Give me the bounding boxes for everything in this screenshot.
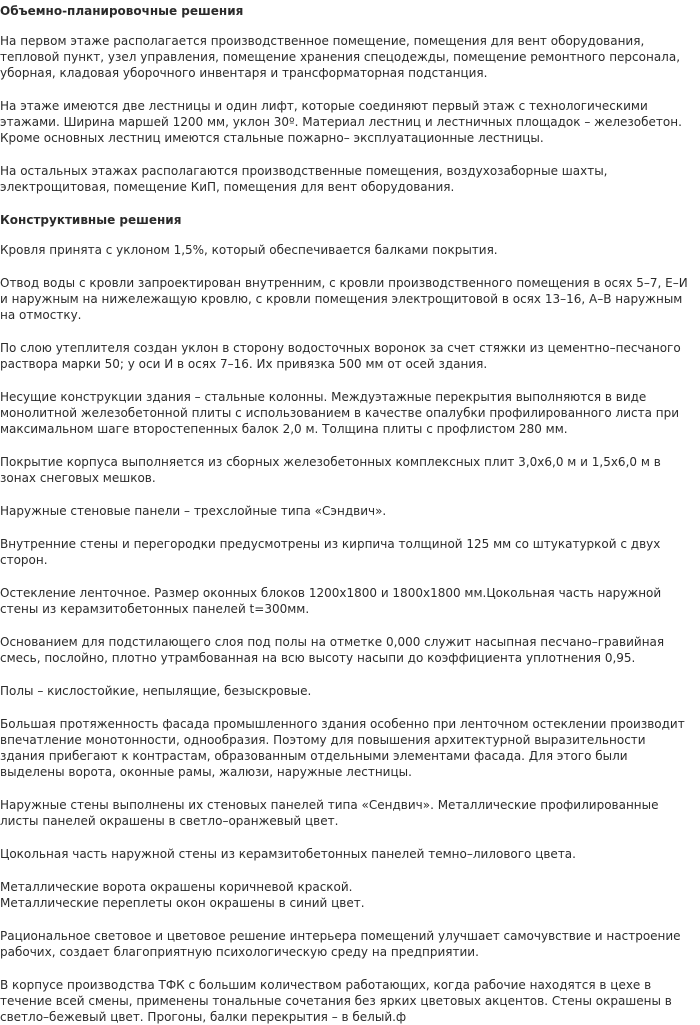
paragraph: Остекление ленточное. Размер оконных блоков 1200х1800 и 1800х1800 мм.Цокольная часть наружной стены из керамзитобетонных панелей t=300мм. (0, 586, 662, 616)
paragraph: На первом этаже располагается производственное помещение, помещения для вент оборудования, тепловой пункт, узел управления, помещение хранения спецодежды, помещение ремонтного персонала, уборная, кладовая уборочного инвентаря и трансформаторная подстанция. (0, 34, 681, 80)
paragraph: В корпусе производства ТФК с большим количеством работающих, когда рабочие находятся в цехе в течение всей смены, применены тональные сочетания без ярких цветовых акцентов. Стены окрашены в светло–бежевый цвет. Прогоны, балки перекрытия – в белый.ф (0, 978, 672, 1024)
paragraph: Наружные стены выполнены их стеновых панелей типа «Сендвич». Металлические профилированные листы панелей окрашены в светло–оранжевый цвет. (0, 798, 659, 828)
paragraph: Полы – кислостойкие, непылящие, безыскровые. (0, 684, 312, 698)
paragraph: По слою утеплителя создан уклон в сторону водосточных воронок за счет стяжки из цементно–песчаного раствора марки 50; у оси И в осях 7–16. Их привязка 500 мм от осей здания. (0, 341, 681, 371)
paragraph-line: Металлические переплеты окон окрашены в синий цвет. (0, 896, 365, 910)
paragraph: Внутренние стены и перегородки предусмотрены из кирпича толщиной 125 мм со штукатуркой с двух сторон. (0, 537, 661, 567)
paragraph-line: Металлические ворота окрашены коричневой краской. (0, 880, 353, 894)
paragraph: Кровля принята с уклоном 1,5%, который обеспечивается балками покрытия. (0, 243, 498, 257)
paragraph: Несущие конструкции здания – стальные колонны. Междуэтажные перекрытия выполняются в виде монолитной железобетонной плиты с использованием в качестве опалубки профилированного листа при максимальном шаге второстепенных балок 2,0 м. Толщина плиты с профлистом 280 мм. (0, 390, 680, 436)
paragraph: Рациональное световое и цветовое решение интерьера помещений улучшает самочувствие и настроение рабочих, создает благоприятную психологическую среду на предприятии. (0, 929, 681, 959)
paragraph: Основанием для подстилающего слоя под полы на отметке 0,000 служит насыпная песчано–гравийная смесь, послойно, плотно утрамбованная на всю высоту насыпи до коэффициента уплотнения 0,95. (0, 635, 665, 665)
paragraph: Отвод воды с кровли запроектирован внутренним, с кровли производственного помещения в осях 5–7, Е–И и наружным на нижележащую кровлю, с кровли помещения электрощитовой в осях 13–16, А–В наружным на отмостку. (0, 276, 688, 322)
paragraph: Покрытие корпуса выполняется из сборных железобетонных комплексных плит 3,0х6,0 м и 1,5х6,0 м в зонах снеговых мешков. (0, 455, 661, 485)
paragraph: Большая протяженность фасада промышленного здания особенно при ленточном остеклении производит впечатление монотонности, однообразия. Поэтому для повышения архитектурной выразительности здания прибегают к контрастам, образованным отдельными элементами фасада. Для этого были выделены ворота, оконные рамы, жалюзи, наружные лестницы. (0, 717, 685, 779)
paragraph: Цокольная часть наружной стены из керамзитобетонных панелей темно–лилового цвета. (0, 847, 576, 861)
section-heading-structural: Конструктивные решения (0, 213, 182, 227)
paragraph: На этаже имеются две лестницы и один лифт, которые соединяют первый этаж с технологическими этажами. Ширина маршей 1200 мм, уклон 30º. Материал лестниц и лестничных площадок – железобетон. Кроме основных лестниц имеются стальные пожарно– эксплуатационные лестницы. (0, 99, 682, 145)
section-heading-space-planning: Объемно-планировочные решения (0, 4, 244, 18)
paragraph: Наружные стеновые панели – трехслойные типа «Сэндвич». (0, 504, 387, 518)
paragraph: На остальных этажах располагаются производственные помещения, воздухозаборные шахты, электрощитовая, помещение КиП, помещения для вент оборудования. (0, 164, 608, 194)
